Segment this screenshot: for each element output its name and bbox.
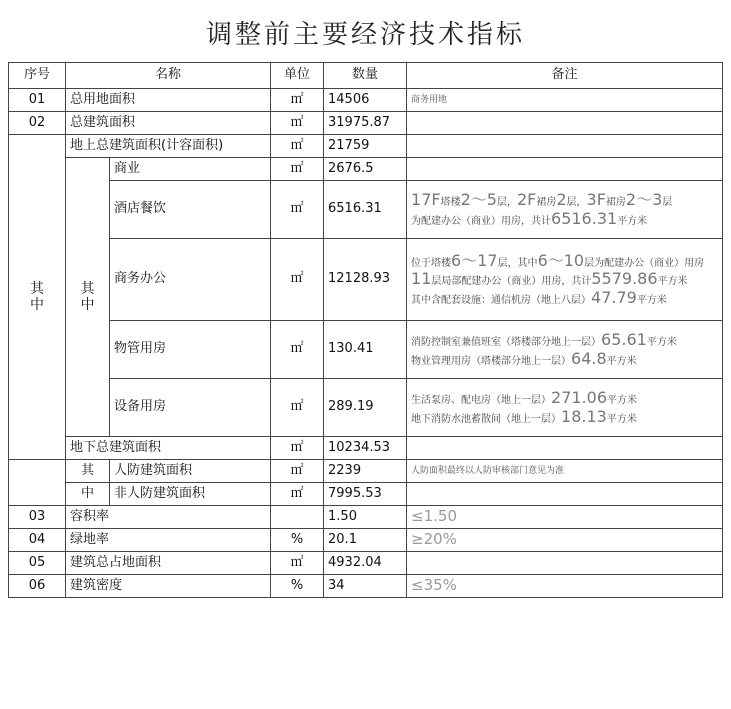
row-note [407, 158, 723, 181]
row-seq: 01 [9, 89, 66, 112]
table-row [9, 158, 723, 181]
table-row [9, 460, 723, 483]
note-line: 地下消防水池蓄散间（地上一层）18.13平方米 [411, 406, 637, 426]
row-note: 人防面积最终以人防审核部门意见为准 [407, 460, 723, 483]
table-row [9, 379, 723, 437]
row-note: ≥20% [407, 529, 723, 552]
row-unit: ㎡ [271, 112, 324, 135]
row-qty: 6516.31 [324, 181, 407, 239]
note-line: 11层局部配建办公（商业）用房，共计5579.86平方米 [411, 269, 688, 289]
table-row [9, 575, 723, 598]
row-name: 商业 [110, 158, 271, 181]
row-qty: 31975.87 [324, 112, 407, 135]
row-name: 物管用房 [110, 321, 271, 379]
row-unit: ㎡ [271, 181, 324, 239]
row-unit [271, 506, 324, 529]
row-qty: 4932.04 [324, 552, 407, 575]
header-name: 名称 [66, 63, 271, 89]
note-line: 物业管理用房（塔楼部分地上一层）64.8平方米 [411, 348, 637, 368]
row-note [407, 239, 723, 321]
row-name: 酒店餐饮 [110, 181, 271, 239]
table-row [9, 437, 723, 460]
row-unit: ㎡ [271, 321, 324, 379]
row-qty: 21759 [324, 135, 407, 158]
subgroup-label-zhong: 中 [66, 483, 110, 506]
row-unit: ㎡ [271, 460, 324, 483]
table-row [9, 89, 723, 112]
row-unit: ㎡ [271, 552, 324, 575]
page-title: 调整前主要经济技术指标 [205, 20, 525, 50]
row-note [407, 379, 723, 437]
row-seq: 03 [9, 506, 66, 529]
group-label-qizhong: 其 中 [9, 135, 66, 460]
row-name: 容积率 [66, 506, 271, 529]
row-name: 建筑总占地面积 [66, 552, 271, 575]
row-seq: 02 [9, 112, 66, 135]
row-note [407, 181, 723, 239]
note-line: 为配建办公（商业）用房，共计6516.31平方米 [411, 208, 648, 228]
note-line: 17F塔楼2～5层，2F裙房2层，3F裙房2～3层 [411, 190, 673, 210]
row-qty: 34 [324, 575, 407, 598]
row-qty: 7995.53 [324, 483, 407, 506]
row-name: 设备用房 [110, 379, 271, 437]
header-note: 备注 [407, 63, 723, 89]
row-seq: 05 [9, 552, 66, 575]
row-note [407, 321, 723, 379]
header-unit: 单位 [271, 63, 324, 89]
row-name: 绿地率 [66, 529, 271, 552]
row-seq: 04 [9, 529, 66, 552]
row-qty: 14506 [324, 89, 407, 112]
row-note [407, 552, 723, 575]
row-name: 总用地面积 [66, 89, 271, 112]
row-qty: 20.1 [324, 529, 407, 552]
note-line: 生活泵房、配电房（地上一层）271.06平方米 [411, 388, 637, 408]
row-qty: 289.19 [324, 379, 407, 437]
row-qty: 12128.93 [324, 239, 407, 321]
table-row [9, 181, 723, 239]
row-unit: ㎡ [271, 437, 324, 460]
table-row [9, 552, 723, 575]
row-note [407, 437, 723, 460]
subgroup-label-qi: 其 [66, 460, 110, 483]
table-header-row [9, 63, 723, 89]
row-unit: ㎡ [271, 89, 324, 112]
row-qty: 130.41 [324, 321, 407, 379]
row-name: 非人防建筑面积 [110, 483, 271, 506]
row-note: ≤35% [407, 575, 723, 598]
table-row [9, 135, 723, 158]
empty-seq-cell [9, 460, 66, 506]
row-unit: ㎡ [271, 379, 324, 437]
note-line: 其中含配套设施：通信机房（地上八层）47.79平方米 [411, 287, 667, 307]
table-row [9, 506, 723, 529]
table-row [9, 483, 723, 506]
row-note [407, 112, 723, 135]
indicator-table [8, 62, 723, 598]
row-qty: 10234.53 [324, 437, 407, 460]
row-unit: ㎡ [271, 158, 324, 181]
row-name: 地上总建筑面积(计容面积) [66, 135, 271, 158]
subgroup-label-qizhong: 其 中 [66, 158, 110, 437]
row-note: ≤1.50 [407, 506, 723, 529]
table-row [9, 112, 723, 135]
row-seq: 06 [9, 575, 66, 598]
header-seq: 序号 [9, 63, 66, 89]
row-note [407, 135, 723, 158]
row-note: 商务用地 [407, 89, 723, 112]
table-row [9, 239, 723, 321]
row-qty: 1.50 [324, 506, 407, 529]
row-unit: % [271, 529, 324, 552]
note-line: 消防控制室兼值班室（塔楼部分地上一层）65.61平方米 [411, 330, 677, 350]
table-row [9, 529, 723, 552]
row-unit: ㎡ [271, 135, 324, 158]
row-qty: 2676.5 [324, 158, 407, 181]
row-name: 总建筑面积 [66, 112, 271, 135]
row-name: 建筑密度 [66, 575, 271, 598]
row-qty: 2239 [324, 460, 407, 483]
row-name: 人防建筑面积 [110, 460, 271, 483]
table-row [9, 321, 723, 379]
row-name: 商务办公 [110, 239, 271, 321]
row-name: 地下总建筑面积 [66, 437, 271, 460]
row-note [407, 483, 723, 506]
row-unit: ㎡ [271, 239, 324, 321]
header-qty: 数量 [324, 63, 407, 89]
row-unit: ㎡ [271, 483, 324, 506]
note-line: 位于塔楼6～17层，其中6～10层为配建办公（商业）用房 [411, 250, 705, 270]
row-unit: % [271, 575, 324, 598]
